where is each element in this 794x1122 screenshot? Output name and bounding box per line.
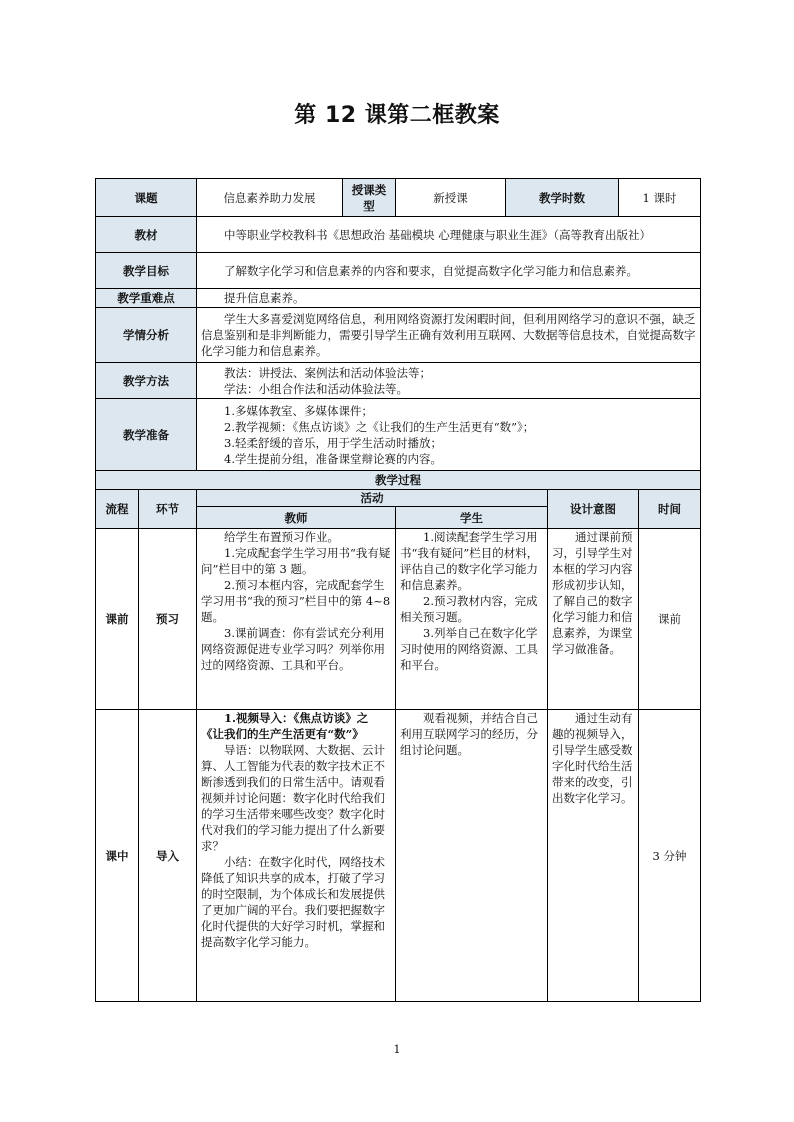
teacher-activity	[197, 529, 396, 710]
header-jiaoshi: 教师	[197, 507, 396, 529]
xueqing-value: 学生大多喜爱浏览网络信息，利用网络资源打发闲暇时间，但利用网络学习的意识不强，缺乏信息鉴别和是非判断能力，需要引导学生正确有效利用互联网、大数据等信息技术，自觉提高数字化学习能力和信息素养。	[197, 308, 701, 363]
jiaocai-value: 中等职业学校教科书《思想政治 基础模块 心理健康与职业生涯》（高等教育出版社）	[197, 217, 701, 253]
row-liucheng: 课中	[96, 710, 139, 1002]
type-value: 新授课	[396, 179, 506, 217]
keti-value: 信息素养助力发展	[197, 179, 343, 217]
mubiao-value: 了解数字化学习和信息素养的内容和要求，自觉提高数字化学习能力和信息素养。	[197, 253, 701, 289]
zhongnan-label: 教学重难点	[96, 289, 197, 308]
xueqing-label: 学情分析	[96, 308, 197, 363]
zhunbei-item: 3.轻柔舒缓的音乐，用于学生活动时播放；	[224, 435, 442, 450]
student-activity	[396, 710, 548, 1002]
row-keti	[96, 179, 701, 217]
student-paragraph: 3.列举自己在数字化学习时使用的网络资源、工具和平台。	[400, 626, 538, 672]
mubiao-label: 教学目标	[96, 253, 197, 289]
teacher-paragraph: 1.完成配套学生学习用书“我有疑问”栏目中的第 3 题。	[201, 546, 391, 576]
row-zhongnan	[96, 289, 701, 308]
row-fangfa	[96, 363, 701, 399]
intent-text: 通过课前预习，引导学生对本框的学习内容形成初步认知，了解自己的数字化学习能力和信息素养，为课堂学习做准备。	[552, 530, 633, 656]
type-label: 授课类型	[343, 179, 396, 217]
row-huanjie: 导入	[139, 710, 197, 1002]
teacher-activity	[197, 710, 396, 1002]
zhunbei-value	[197, 399, 701, 471]
row-xueqing	[96, 308, 701, 363]
row-liucheng: 课前	[96, 529, 139, 710]
header-huanjie: 环节	[139, 490, 197, 529]
table-row	[96, 710, 701, 1002]
fangfa-line: 学法：小组合作法和活动体验法等。	[224, 381, 408, 396]
zhunbei-item: 2.教学视频：《焦点访谈》之《让我们的生产生活更有“数”》；	[224, 419, 535, 434]
header-yitu: 设计意图	[548, 490, 639, 529]
intent-text: 通过生动有趣的视频导入，引导学生感受数字化时代给生活带来的改变，引出数字化学习。	[552, 711, 633, 805]
row-process-title	[96, 471, 701, 490]
zhongnan-value: 提升信息素养。	[197, 289, 701, 308]
row-time: 3 分钟	[639, 710, 701, 1002]
row-huanjie: 预习	[139, 529, 197, 710]
design-intent	[548, 529, 639, 710]
row-time: 课前	[639, 529, 701, 710]
header-shijian: 时间	[639, 490, 701, 529]
student-activity	[396, 529, 548, 710]
teacher-paragraph: 导语：以物联网、大数据、云计算、人工智能为代表的数字技术正不断渗透到我们的日常生活中。请观看视频并讨论问题：数字化时代给我们的学习生活带来哪些改变？数字化时代对我们的学习能力提出了什么新要求？	[201, 743, 385, 853]
page-number: 1	[393, 1043, 401, 1056]
time-value: 1 课时	[619, 179, 701, 217]
zhunbei-item: 4.学生提前分组，准备课堂辩论赛的内容。	[224, 451, 442, 466]
row-process-header	[96, 490, 701, 507]
teacher-paragraph: 给学生布置预习作业。	[224, 530, 339, 544]
process-section-title: 教学过程	[96, 471, 701, 490]
header-xuesheng: 学生	[396, 507, 548, 529]
lesson-plan-table	[95, 178, 701, 1002]
jiaocai-label: 教材	[96, 217, 197, 253]
header-huodong: 活动	[197, 490, 548, 507]
teacher-paragraph: 小结：在数字化时代，网络技术降低了知识共享的成本，打破了学习的时空限制，为个体成长和发展提供了更加广阔的平台。我们要把握数字化时代提供的大好学习时机，掌握和提高数字化学习能力。	[201, 855, 385, 949]
zhunbei-label: 教学准备	[96, 399, 197, 471]
student-paragraph: 观看视频，并结合自己利用互联网学习的经历，分组讨论问题。	[400, 711, 538, 757]
table-row	[96, 529, 701, 710]
keti-label: 课题	[96, 179, 197, 217]
teacher-paragraph: 2.预习本框内容，完成配套学生学习用书“我的预习”栏目中的第 4~8 题。	[201, 578, 391, 624]
student-paragraph: 1.阅读配套学生学习用书“我有疑问”栏目的材料，评估自己的数字化学习能力和信息素养。	[400, 530, 539, 592]
page-title: 第 12 课第二框教案	[294, 103, 500, 128]
fangfa-line: 教法：讲授法、案例法和活动体验法等；	[224, 365, 431, 380]
student-paragraph: 2.预习教材内容，完成相关预习题。	[400, 594, 538, 624]
teacher-heading: 1.视频导入：《焦点访谈》之《让我们的生产生活更有“数”》	[201, 711, 369, 741]
time-label: 教学时数	[506, 179, 619, 217]
row-jiaocai	[96, 217, 701, 253]
teacher-paragraph: 3.课前调查：你有尝试充分利用网络资源促进专业学习吗？列举你用过的网络资源、工具和平台。	[201, 626, 385, 672]
row-zhunbei	[96, 399, 701, 471]
zhunbei-item: 1.多媒体教室、多媒体课件；	[224, 403, 373, 418]
fangfa-label: 教学方法	[96, 363, 197, 399]
header-liucheng: 流程	[96, 490, 139, 529]
row-mubiao	[96, 253, 701, 289]
design-intent	[548, 710, 639, 1002]
fangfa-value	[197, 363, 701, 399]
